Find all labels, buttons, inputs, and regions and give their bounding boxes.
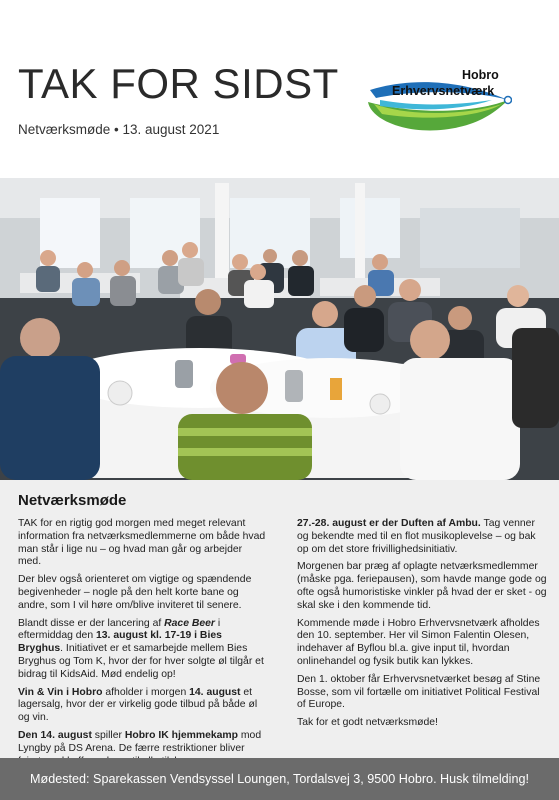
paragraph: Den 1. oktober får Erhvervsnetværket besøg af Stine Bosse, som vil fortælle om initiativet Political Festival of Europe. — [297, 673, 541, 711]
page-title: TAK FOR SIDST — [18, 60, 339, 107]
paragraph: Kommende møde i Hobro Erhvervsnetværk afholdes den 10. september. Her vil Simon Falentin Olesen, indehaver af Byflou bl.a. give input til, hvordan onlinehandel og fysik butik kan lykkes. — [297, 617, 540, 667]
paragraph: Morgenen bar præg af oplagte netværksmedlemmer (måske pga. feriepausen), som havde mange gode og ofte også humoristiske vinkler på hvad der er sket - og skal ske i den kommende tid. — [297, 561, 547, 611]
article-column-right — [297, 518, 547, 735]
paragraph: Vin & Vin i Hobro afholder i morgen 14. august et lagersalg, hvor der er virkelig gode tilbud på både øl og vin. — [18, 686, 258, 724]
logo-text-hobro: Hobro — [462, 68, 499, 82]
venue-footer: Mødested: Sparekassen Vendsyssel Loungen, Tordalsvej 3, 9500 Hobro. Husk tilmelding! — [0, 758, 559, 800]
paragraph: 27.-28. august er der Duften af Ambu. Tag venner og bekendte med til en flot musikoplevelse – og bak op om det store frivillighedsinitiativ. — [297, 518, 536, 555]
paragraph: Tak for et godt netværksmøde! — [297, 717, 438, 729]
paragraph: Blandt disse er der lancering af Race Beer i eftermiddag den 13. august kl. 17-19 i Bies Bryghus. Initiativet er et samarbejde mellem Bies Bryghus og Tom K, hvor der for hver solgte øl tilgår et bidrag til KidsAid. Mød endelig op! — [18, 617, 264, 680]
paragraph: Der blev også orienteret om vigtige og spændende begivenheder – nogle på den helt korte bane og andre, som I vil høre om/blive inviteret til senere. — [18, 574, 252, 611]
meeting-photo — [0, 178, 559, 480]
page-header — [0, 0, 559, 178]
article-heading: Netværksmøde — [18, 492, 127, 509]
hobro-erhvervsnetvaerk-logo — [362, 62, 512, 142]
paragraph: TAK for en rigtig god morgen med meget relevant information fra netværksmedlemmerne om både hvad man står i lige nu – og hvad man går og arbejder med. — [18, 518, 266, 568]
paragraph: Den 14. august spiller Hobro IK hjemmekamp mod Lyngby på DS Arena. De færre restriktioner bliver — [18, 729, 262, 754]
article-section — [0, 480, 559, 758]
article-column-left — [18, 518, 268, 773]
logo-text-erhvervsnetvaerk: Erhvervsnetværk — [392, 84, 495, 98]
page-subtitle: Netværksmøde • 13. august 2021 — [18, 122, 220, 137]
